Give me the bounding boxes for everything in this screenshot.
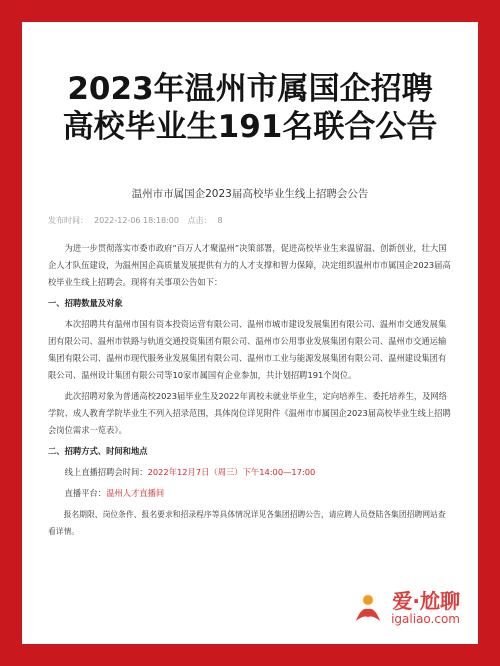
time-value: 2022年12月7日（周三）下午14:00—17:00	[147, 467, 316, 477]
platform-label: 直播平台：	[64, 488, 107, 498]
section-heading-2: 二、招聘方式、时间和地点	[48, 446, 148, 456]
site-watermark	[351, 590, 460, 626]
poster-card	[22, 22, 478, 644]
views-label: 点击：	[187, 216, 212, 225]
watermark-brand: 爱·尬聊	[392, 589, 460, 613]
poster-headline	[22, 70, 478, 146]
time-row	[48, 464, 452, 481]
publish-label: 发布时间：	[48, 216, 88, 225]
article-body	[48, 240, 452, 540]
platform-value: 温州人才直播间	[106, 488, 165, 498]
paragraph-employers: 本次招聘共有温州市国有资本投资运营有限公司、温州市城市建设发展集团有限公司、温州市交通发展集团有限公司、温州市铁路与轨道交通投资集团有限公司、温州市公用事业发展集团有限公司、温州市交通运输集团有限公司、温州市现代服务业发展集团有限公司、温州市工业与能源发展集团有限公司、温州建设集团有限公司、温州设计集团有限公司等10家市属国有企业参加，共计划招聘191个岗位。	[48, 319, 447, 380]
views-count: 8	[217, 216, 223, 225]
watermark-logo-icon	[351, 591, 385, 625]
headline-line-2: 高校毕业生191名联合公告	[62, 109, 438, 145]
watermark-domain: igaliao.com	[391, 612, 460, 626]
note-paragraph: 报名期限、岗位条件、报名要求和招录程序等具体情况详见各集团招聘公告，请应聘人员登陆各集团招聘网站查看详情。	[48, 510, 446, 536]
time-label: 线上直播招聘会时间：	[64, 467, 148, 477]
publish-date: 2022-12-06 18:18:00	[94, 216, 179, 225]
paragraph-targets: 此次招聘对象为普通高校2023届毕业生及2022年离校未就业毕业生，定向培养生、委托培养生，及网络学院、成人教育学院毕业生不列入招录范围，具体岗位详见附件《温州市市属国企2023届高校毕业生线上招聘会岗位需求一览表》。	[48, 391, 451, 435]
article-meta	[48, 215, 478, 226]
intro-paragraph: 为进一步贯彻落实市委市政府“百万人才聚温州”决策部署，促进高校毕业生来温留温、创新创业，壮大国企人才队伍建设，为温州国企高质量发展提供有力的人才支撑和智力保障，决定组织温州市市属国企2023届高校毕业生线上招聘会。现将有关事项公告如下：	[48, 243, 451, 287]
headline-line-1: 2023年温州市属国企招聘	[67, 71, 433, 107]
section-heading-1: 一、招聘数量及对象	[48, 298, 123, 308]
platform-row	[48, 485, 452, 502]
article-title: 温州市市属国企2023届高校毕业生线上招聘会公告	[131, 188, 369, 200]
